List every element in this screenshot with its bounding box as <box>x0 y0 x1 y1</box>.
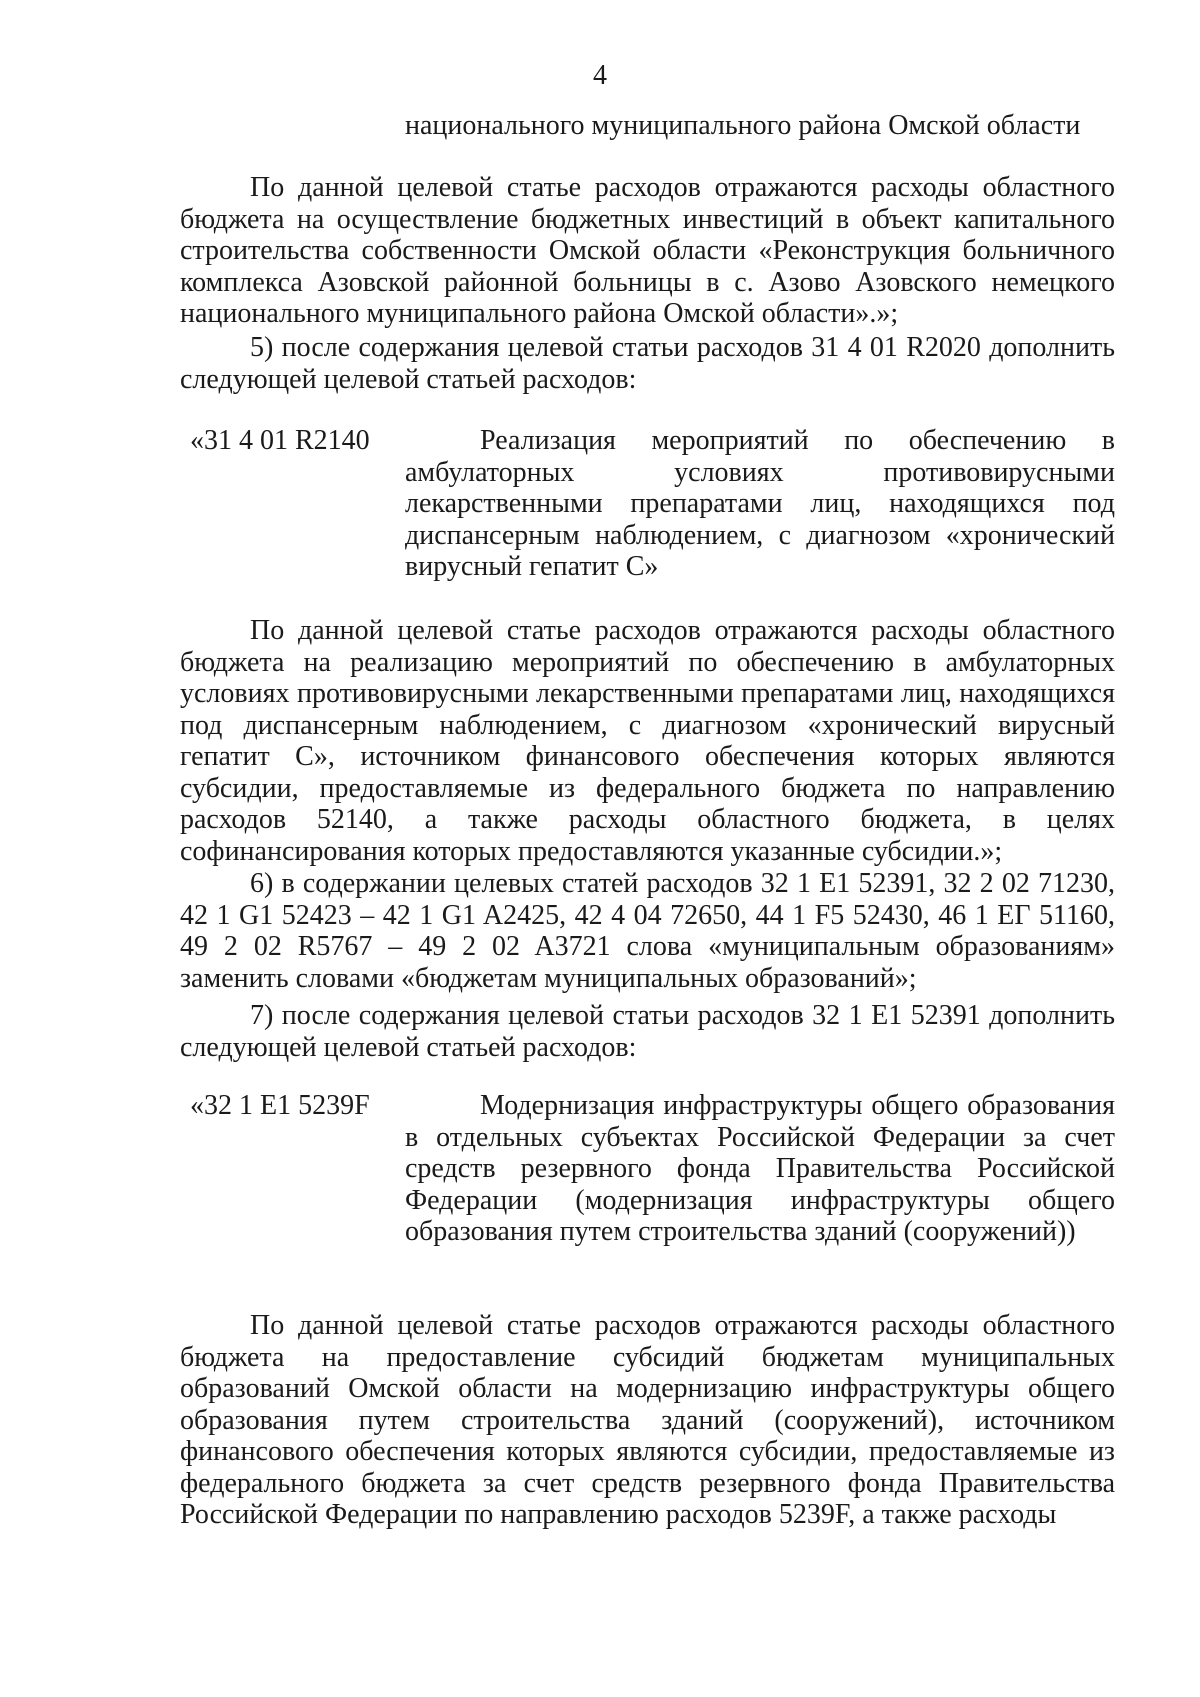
paragraph-1 <box>180 172 1115 330</box>
entry-description: Модернизация инфраструктуры общего образования в отдельных субъектах Российской Федерации за счет средств резервного фонда Правительства Российской Федерации (модернизация инфраструктуры общего образования путем строительства зданий (сооружений)) <box>405 1090 1115 1247</box>
paragraph-5 <box>180 1000 1115 1063</box>
paragraph-text: По данной целевой статье расходов отражаются расходы областного бюджета на реализацию мероприятий по обеспечению в амбулаторных условиях противовирусными лекарственными препаратами лиц, находящихся под диспансерным наблюдением, с диагнозом «хронический вирусный гепатит С», источником финансового обеспечения которых являются субсидии, предоставляемые из федерального бюджета по направлению расходов 52140, а также расходы областного бюджета, в целях софинансирования которых предоставляются указанные субсидии.»; <box>180 615 1115 867</box>
paragraph-text: По данной целевой статье расходов отражаются расходы областного бюджета на предоставление субсидий бюджетам муниципальных образований Омской области на модернизацию инфраструктуры общего образования путем строительства зданий (сооружений), источником финансового обеспечения которых являются субсидии, предоставляемые из федерального бюджета за счет средств резервного фонда Правительства Российской Федерации по направлению расходов 5239F, а также расходы <box>180 1310 1115 1530</box>
entry-code: «31 4 01 R2140 <box>190 425 370 456</box>
paragraph-2 <box>180 332 1115 395</box>
header-continuation-line: национального муниципального района Омской области <box>405 110 1081 141</box>
paragraph-3 <box>180 615 1115 867</box>
paragraph-4 <box>180 868 1115 994</box>
paragraph-text: 6) в содержании целевых статей расходов 32 1 Е1 52391, 32 2 02 71230, 42 1 G1 52423 – 42 1 G1 A2425, 42 4 04 72650, 44 1 F5 52430, 46 1 ЕГ 51160, 49 2 02 R5767 – 49 2 02 A3721 слова «муниципальным образованиям» заменить словами «бюджетам муниципальных образований»; <box>180 868 1115 994</box>
paragraph-6 <box>180 1310 1115 1531</box>
paragraph-text: 5) после содержания целевой статьи расходов 31 4 01 R2020 дополнить следующей целевой статьей расходов: <box>180 332 1115 395</box>
paragraph-text: По данной целевой статье расходов отражаются расходы областного бюджета на осуществление бюджетных инвестиций в объект капитального строительства собственности Омской области «Реконструкция больничного комплекса Азовской районной больницы в с. Азово Азовского немецкого национального муниципального района Омской области».»; <box>180 172 1115 329</box>
paragraph-text: 7) после содержания целевой статьи расходов 32 1 Е1 52391 дополнить следующей целевой статьей расходов: <box>180 1000 1115 1063</box>
page-number: 4 <box>593 60 607 91</box>
entry-description: Реализация мероприятий по обеспечению в амбулаторных условиях противовирусными лекарственными препаратами лиц, находящихся под диспансерным наблюдением, с диагнозом «хронический вирусный гепатит С» <box>405 425 1115 582</box>
entry-code: «32 1 Е1 5239F <box>190 1090 370 1121</box>
